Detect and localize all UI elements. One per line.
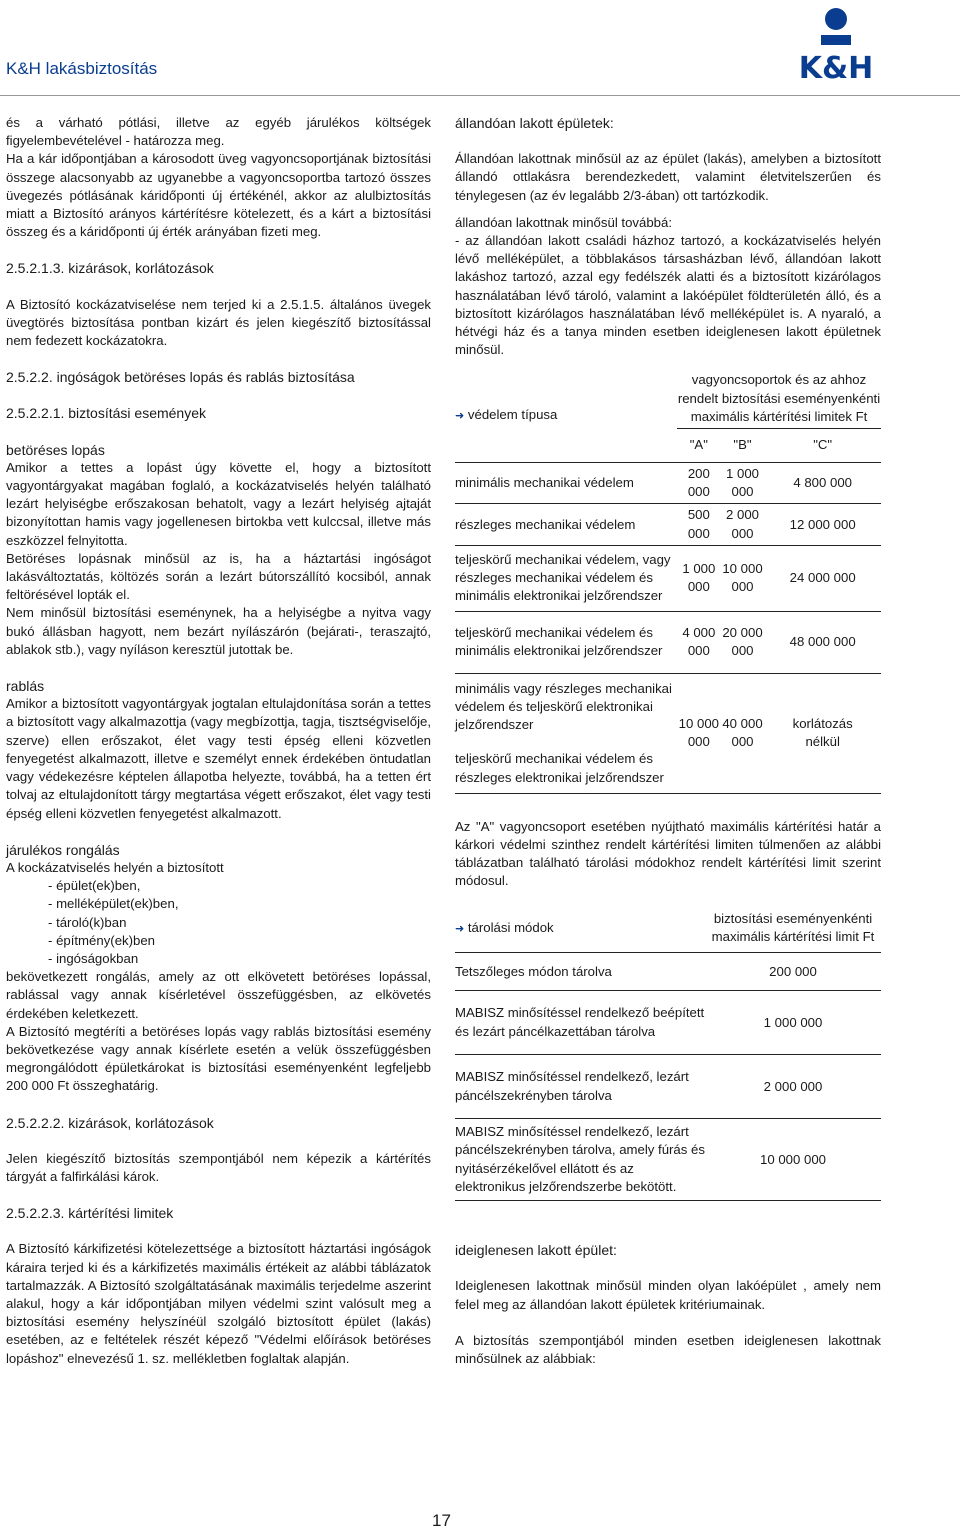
table-row — [455, 1119, 881, 1201]
exclusions-paragraph: A Biztosító kockázatviselése nem terjed ki a 2.5.1.5. általános üvegek üvegtörés biztosítása pontban kizárt és jelen kiegészítő biztosítással nem fedezett kockázatokra. — [6, 296, 431, 349]
storage-limit-header: biztosítási eseményenkénti maximális kártérítési limit Ft — [705, 905, 881, 953]
svg-text:K&H: K&H — [798, 51, 874, 80]
page-number: 17 — [432, 1511, 451, 1530]
cell-value: 500 000 — [677, 504, 721, 545]
document-title: K&H lakásbiztosítás — [6, 59, 158, 78]
limits-header: vagyoncsoportok és az ahhoz rendelt biztosítási eseményenkénti maximális kártérítési limitek Ft — [677, 369, 881, 428]
row-label-part: teljeskörű mechanikai védelem és részleges elektronikai jelzőrendszer — [455, 751, 664, 785]
left-column — [6, 114, 431, 1368]
section-2-5-2-2-heading: 2.5.2.2. ingóságok betöréses lopás és rablás biztosítása — [6, 369, 355, 386]
section-2-5-2-2-2-heading: 2.5.2.2.2. kizárások, korlátozások — [6, 1114, 214, 1131]
temporary-heading: ideiglenesen lakott épület: — [455, 1242, 617, 1259]
group-b-header: "B" — [721, 429, 765, 463]
section-2-5-2-2-3-heading: 2.5.2.2.3. kártérítési limitek — [6, 1205, 174, 1222]
row-label — [455, 673, 677, 793]
temporary-paragraph-1: Ideiglenesen lakottnak minősül minden olyan lakóépület , amely nem felel meg az állandóan lakott épületek kritériumainak. — [455, 1278, 881, 1312]
temporary-paragraph-2: A biztosítás szempontjából minden esetben ideiglenesen lakottnak minősülnek az alábbiak: — [455, 1332, 881, 1366]
cell-value: 200 000 — [705, 953, 881, 991]
table-row — [455, 991, 881, 1055]
row-label: MABISZ minősítéssel rendelkező beépített és lezárt páncélkazettában tárolva — [455, 991, 705, 1055]
row-label: teljeskörű mechanikai védelem, vagy részleges mechanikai védelem és minimális elektronikai jelzőrendszer — [455, 545, 677, 611]
cell-value: 4 800 000 — [764, 463, 881, 504]
table-row — [455, 1055, 881, 1119]
row-label: részleges mechanikai védelem — [455, 504, 677, 545]
building-list — [6, 877, 431, 968]
list-item: - épület(ek)ben, — [48, 877, 431, 895]
cell-value: 20 000 000 — [721, 611, 765, 673]
robbery-heading: rablás — [6, 678, 45, 695]
group-c-header: "C" — [764, 429, 881, 463]
table-row — [455, 673, 881, 793]
arrow-right-icon: ➜ — [455, 922, 465, 935]
group-a-paragraph: Az "A" vagyoncsoport esetében nyújtható maximális kártérítési határ a kárkori védelmi szinthez rendelt kártérítési limiten túlmenően az alábbi táblázatban található tárolási módokhoz rendelt kártérítési limit szerint módosul. — [455, 818, 881, 889]
cell-value: 2 000 000 — [705, 1055, 881, 1119]
row-label: MABISZ minősítéssel rendelkező, lezárt páncélszekrényben tárolva, amely fúrás és nyitásérzékelővel ellátott és az elektronikus jelzőrendszerbe bekötött. — [455, 1119, 705, 1201]
intro-paragraph: és a várható pótlási, illetve az egyéb járulékos költségek figyelembevételével - határozza meg. — [6, 115, 431, 149]
table-row — [455, 545, 881, 611]
cell-value: 10 000 000 — [705, 1119, 881, 1201]
header-divider — [0, 95, 960, 96]
cell-value: 2 000 000 — [721, 504, 765, 545]
cell-value: 200 000 — [677, 463, 721, 504]
storage-header-label: tárolási módok — [467, 919, 554, 935]
row-label: MABISZ minősítéssel rendelkező, lezárt páncélszekrényben tárolva — [455, 1055, 705, 1119]
robbery-paragraph: Amikor a biztosított vagyontárgyak jogtalan eltulajdonítása során a tettes a biztosított vagy alkalmazottja (vagy megbízottja, tagja, tisztségviselője, szerve) ellen erőszakot, élet vagy testi épség elleni közvetlen fenyegetést alkalmazott, illetve e személyt ennek érdekében öntudatlan vagy védekezésre képtelen állapotba helyezte, továbbá, ha a tetten ért tolvaj az eltulajdonított tárgy megtartása végett erőszakot, élet vagy testi épség elleni közvetlen fenyegetést alkalmazott. — [6, 696, 431, 821]
table-row — [455, 463, 881, 504]
permanent-subtitle: állandóan lakottnak minősül továbbá: — [455, 214, 673, 230]
protection-type-header — [455, 369, 677, 462]
right-column — [455, 114, 881, 1368]
table-row — [455, 953, 881, 991]
list-item: - tároló(k)ban — [48, 914, 431, 932]
damage-heading: járulékos rongálás — [6, 841, 120, 858]
row-label: minimális mechanikai védelem — [455, 463, 677, 504]
cell-value: 40 000 000 — [721, 673, 765, 793]
graffiti-paragraph: Jelen kiegészítő biztosítás szempontjából nem képezik a kártérítés tárgyát a falfirkálási károk. — [6, 1150, 431, 1184]
cell-value: 4 000 000 — [677, 611, 721, 673]
row-label-part: minimális vagy részleges mechanikai védelem és teljeskörű elektronikai jelzőrendszer — [455, 680, 672, 733]
cell-value: 12 000 000 — [764, 504, 881, 545]
protection-type-label: védelem típusa — [467, 407, 558, 423]
cell-value: 1 000 000 — [705, 991, 881, 1055]
cell-value: 1 000 000 — [721, 463, 765, 504]
damage-paragraph-3: A Biztosító megtéríti a betöréses lopás vagy rablás biztosítási esemény bekövetkezése vagy annak kísérlete esetén a velük összefüggésben megrongálódott épületkárokat is biztosítási eseményenként legfeljebb 200 000 Ft összeghatárig. — [6, 1023, 431, 1094]
group-a-header: "A" — [677, 429, 721, 463]
cell-value: 1 000 000 — [677, 545, 721, 611]
kh-logo — [788, 5, 884, 80]
burglary-paragraph-2: Betöréses lopásnak minősül az is, ha a háztartási ingóságot lakásváltoztatás, költözés során a lezárt bútorszállító kocsiból, annak feltörésével lopták el. — [6, 550, 431, 603]
limits-paragraph: A Biztosító kárkifizetési kötelezettsége a biztosított háztartási ingóságok káraira terjed ki és a kárkifizetés maximális értékeit az alábbi táblázatok tartalmazzák. A Biztosító szolgáltatásának maximális terjedelme aszerint alakul, hogy a kár időpontjában milyen védelmi szint valósult meg a biztosítási esemény helyszínéül szolgáló biztosított épület (lakás) esetében, az e feltételek részét képező "Védelmi előírások betöréses lopáshoz" elnevezésű 1. sz. mellékletben foglaltak alapján. — [6, 1241, 431, 1366]
damage-intro: A kockázatviselés helyén a biztosított — [6, 859, 224, 875]
cell-value: korlátozás nélkül — [764, 673, 881, 793]
cell-value: 10 000 000 — [721, 545, 765, 611]
permanent-paragraph-1: Állandóan lakottnak minősül az az épület (lakás), amelyben a biztosított állandó ottlakásra berendezkedett, valamint életvitelszerűen és ténylegesen (az év legalább 2/3-ában) ott tartózkodik. — [455, 151, 881, 203]
list-item: - építmény(ek)ben — [48, 932, 431, 950]
cell-value: 24 000 000 — [764, 545, 881, 611]
section-2-5-2-2-1-heading: 2.5.2.2.1. biztosítási események — [6, 405, 206, 422]
table-row — [455, 504, 881, 545]
storage-limits-table — [455, 905, 881, 1202]
row-label: teljeskörű mechanikai védelem és minimális elektronikai jelzőrendszer — [455, 611, 677, 673]
row-label: Tetszőleges módon tárolva — [455, 953, 705, 991]
arrow-right-icon: ➜ — [455, 410, 465, 423]
table-row — [455, 611, 881, 673]
list-item: - ingóságokban — [48, 950, 431, 968]
storage-header — [455, 905, 705, 953]
permanent-paragraph-2: - az állandóan lakott családi házhoz tartozó, a kockázatviselés helyén lévő melléképület, a többlakásos társasházban lévő, állandóan lakott lakáshoz tartozó, azzal egy fedélszék alatti és a biztosított kizárólagos használatában lévő tároló, valamint a lakóépület földterületén álló, és a biztosított kizárólagos használatában lévő melléképület is. A nyaraló, a hétvégi ház és a tanya minden esetben ideiglenesen lakott épületnek minősül. — [455, 233, 881, 358]
burglary-paragraph-3: Nem minősül biztosítási eseménynek, ha a helyiségbe a nyitva vagy bukó állásban hagyott, nem bezárt nyílászárón (bejárati-, teraszajtó, ablakok stb.), vagy nyíláson keresztül jutottak be. — [6, 605, 431, 657]
burglary-heading: betöréses lopás — [6, 441, 105, 458]
permanent-heading: állandóan lakott épületek: — [455, 115, 614, 131]
cell-value: 48 000 000 — [764, 611, 881, 673]
list-item: - melléképület(ek)ben, — [48, 895, 431, 913]
damage-paragraph-2: bekövetkezett rongálás, amely az ott elkövetett betöréses lopással, rablással vagy annak kísérletével összefüggésben, az elkövetés érdekében keletkezett. — [6, 969, 431, 1021]
underinsurance-paragraph: Ha a kár időpontjában a károsodott üveg vagyoncsoportjának biztosítási összege alacsonyabb az ugyanebbe a vagyoncsoportba tartozó összes üvegezés pótlásának káridőponti új értékénél, akkor az alulbiztosítás miatt a Biztosító arányos kártérítésre kötelezett, és a kárt a biztosítási összeg és a káridőponti új érték arányában fizeti meg. — [6, 151, 431, 240]
cell-value: 10 000 000 — [677, 673, 721, 793]
burglary-paragraph-1: Amikor a tettes a lopást úgy követte el, hogy a biztosított vagyontárgyakat magában foglaló, a kockázatviselés helyén található lezárt helyiségbe erőszakosan behatolt, vagy a lezárt helyiség ajtaját bizonyítottan hamis vagy jogellenesen birtokba vett kulccsal, illetve más eszközzel felnyitotta. — [6, 459, 431, 548]
protection-limits-table — [455, 369, 881, 793]
section-2-5-2-1-3-heading: 2.5.2.1.3. kizárások, korlátozások — [6, 260, 214, 277]
